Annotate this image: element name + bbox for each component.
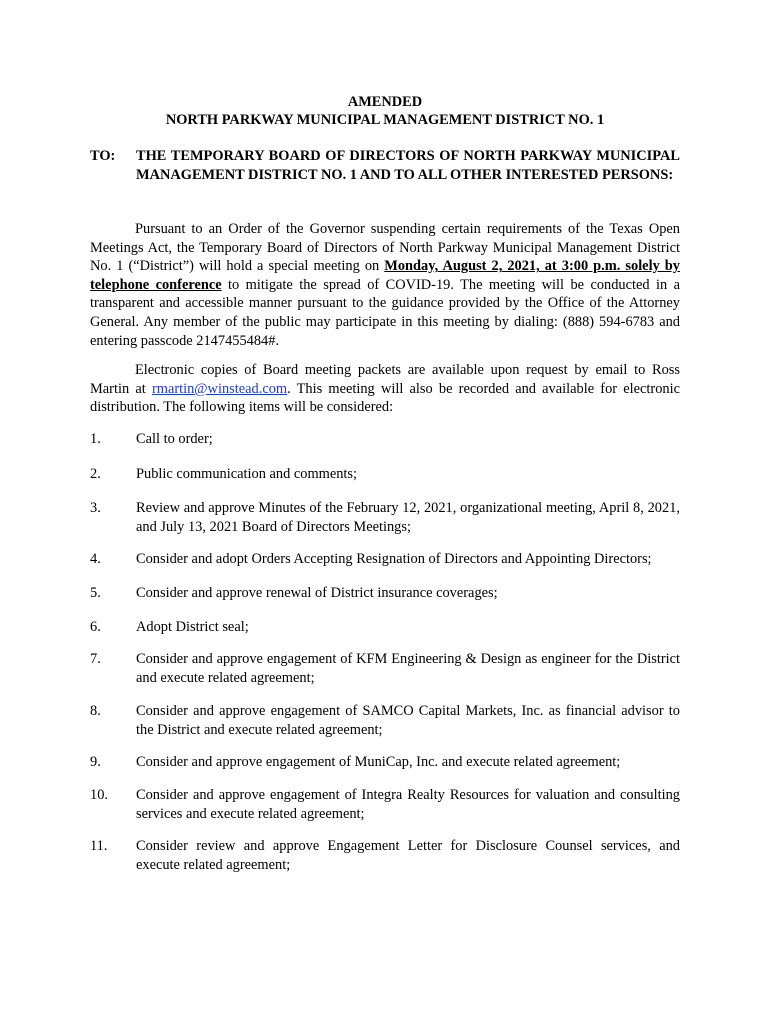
agenda-item-number: 10. <box>90 787 108 803</box>
agenda-item <box>90 465 680 484</box>
agenda-item-text: Call to order; <box>136 431 213 447</box>
agenda-item <box>90 837 680 874</box>
agenda-item <box>90 650 680 687</box>
copies-text-1: Electronic copies of Board meeting packets are available upon request by email to Ross Martin at <box>90 362 680 397</box>
amended-title: AMENDED <box>347 94 423 110</box>
notice-text-1: Pursuant to an Order of the Governor suspending certain requirements of the Texas Open Meetings Act, the Temporary Board of Directors of North Parkway Municipal Management District No. 1 (“District”) will hold a special meeting on <box>90 221 680 275</box>
agenda-item <box>90 702 680 739</box>
to-label: TO: <box>90 148 116 164</box>
agenda-item-text: Consider and approve engagement of SAMCO Capital Markets, Inc. as financial advisor to the District and execute related agreement; <box>136 703 680 738</box>
agenda-item-text: Consider and approve engagement of KFM Engineering & Design as engineer for the District and execute related agreement; <box>136 651 680 686</box>
agenda-item <box>90 786 680 823</box>
agenda-item-text: Consider and approve engagement of MuniCap, Inc. and execute related agreement; <box>136 754 621 770</box>
agenda-item <box>90 550 680 569</box>
agenda-item-number: 4. <box>90 551 101 567</box>
agenda-item-text: Consider and approve engagement of Integra Realty Resources for valuation and consulting services and execute related agreement; <box>136 787 680 822</box>
agenda-item <box>90 618 680 637</box>
meeting-date-emphasis: Monday, August 2, 2021, at 3:00 p.m. solely by telephone conference <box>90 258 681 293</box>
agenda-item-number: 7. <box>90 651 101 667</box>
agenda-item <box>90 584 680 603</box>
agenda-item-text: Review and approve Minutes of the February 12, 2021, organizational meeting, April 8, 2021, and July 13, 2021 Board of Directors Meetings; <box>136 500 680 535</box>
agenda-item-text: Adopt District seal; <box>136 619 249 635</box>
agenda-item-text: Consider and adopt Orders Accepting Resignation of Directors and Appointing Directors; <box>136 551 652 567</box>
agenda-item-number: 1. <box>90 431 101 447</box>
agenda-item-text: Public communication and comments; <box>136 466 358 482</box>
agenda-item-number: 11. <box>90 838 108 854</box>
email-link[interactable]: rmartin@winstead.com <box>151 380 288 397</box>
agenda-item <box>90 753 680 772</box>
addressee-block <box>90 147 680 184</box>
agenda-item <box>90 499 680 536</box>
agenda-item-text: Consider and approve renewal of District insurance coverages; <box>136 585 498 601</box>
agenda-item <box>90 430 680 449</box>
document-header <box>0 93 770 129</box>
agenda-item-number: 2. <box>90 466 101 482</box>
meeting-notice-paragraph <box>90 220 680 350</box>
copies-text-2: . This meeting will also be recorded and available for electronic distribution. The following items will be considered: <box>90 380 680 416</box>
agenda-item-number: 6. <box>90 619 101 635</box>
agenda-item-number: 9. <box>90 754 101 770</box>
district-title: NORTH PARKWAY MUNICIPAL MANAGEMENT DISTRICT NO. 1 <box>165 112 605 128</box>
agenda-item-number: 3. <box>90 500 101 516</box>
agenda-item-number: 5. <box>90 585 101 601</box>
notice-text-2: to mitigate the spread of COVID-19. The meeting will be conducted in a transparent and accessible manner pursuant to the guidance provided by the Office of the Attorney General. Any member of the public may participate in this meeting by dialing: (888) 594-6783 and entering passcode 2147455484#. <box>90 276 680 349</box>
agenda-item-text: Consider review and approve Engagement Letter for Disclosure Counsel services, and execute related agreement; <box>136 838 680 873</box>
addressee-text: THE TEMPORARY BOARD OF DIRECTORS OF NORTH PARKWAY MUNICIPAL MANAGEMENT DISTRICT NO. 1 AND TO ALL OTHER INTERESTED PERSONS: <box>136 148 680 183</box>
agenda-item-number: 8. <box>90 703 101 719</box>
electronic-copies-paragraph <box>90 361 680 417</box>
